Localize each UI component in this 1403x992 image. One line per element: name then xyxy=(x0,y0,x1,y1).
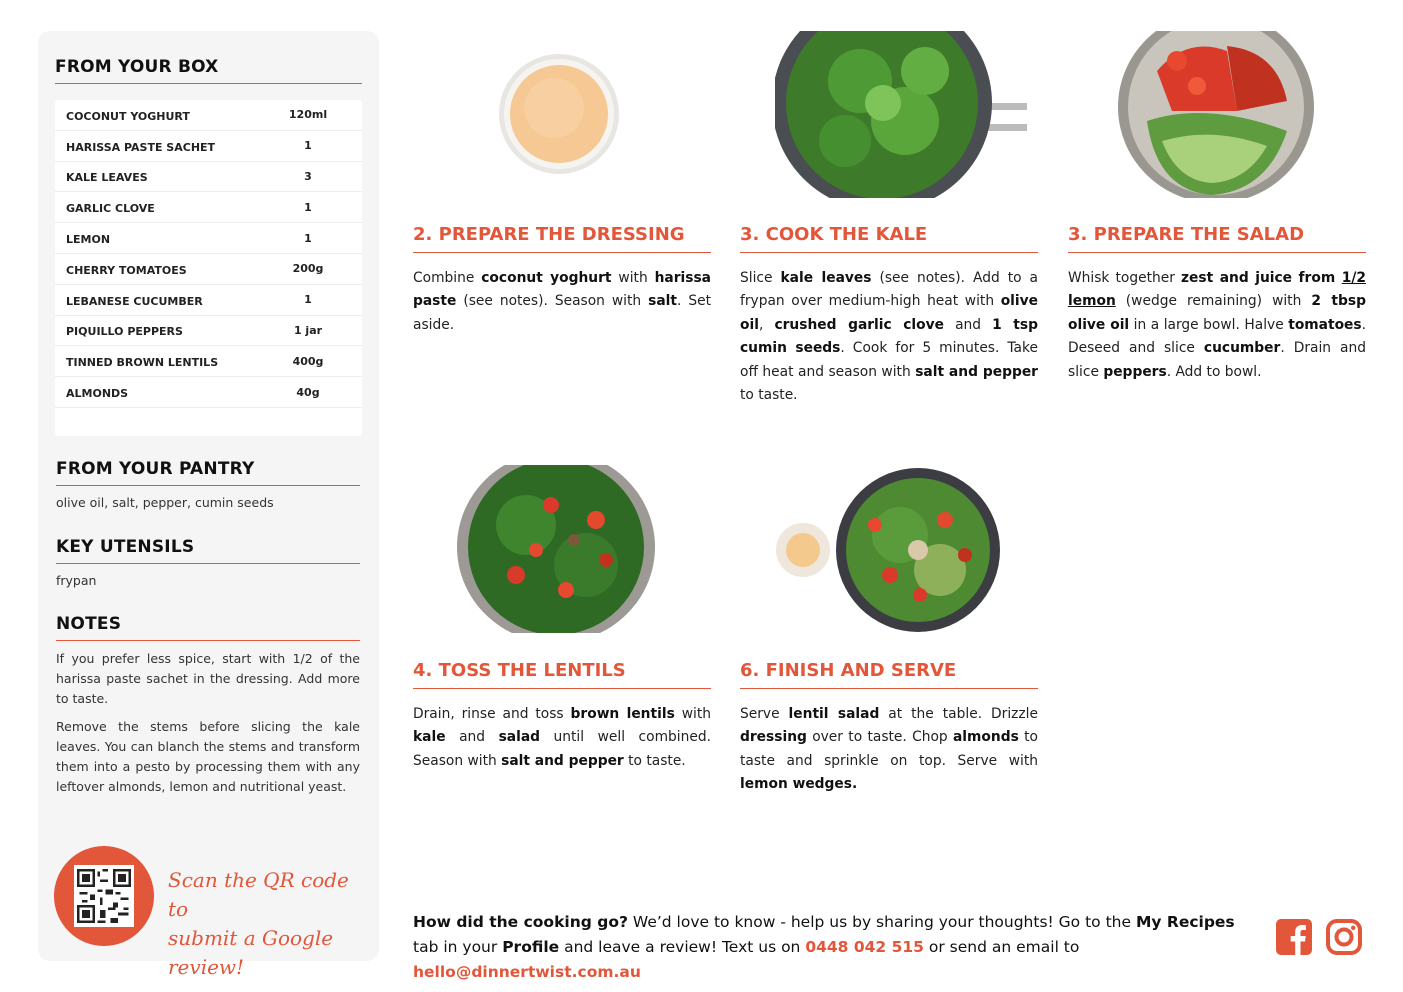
step-title: 4. TOSS THE LENTILS xyxy=(413,660,711,689)
text-segment: peppers xyxy=(1103,363,1167,380)
from-box-table xyxy=(55,100,362,436)
ingredient-name: HARISSA PASTE SACHET xyxy=(66,140,216,154)
text-segment: 1 tsp cumin seeds xyxy=(740,316,1038,357)
ingredient-name: LEBANESE CUCUMBER xyxy=(66,294,203,308)
text-segment: salt xyxy=(648,293,677,310)
text-segment: harissa paste xyxy=(413,270,711,310)
contact-highlight[interactable]: hello@dinnertwist.com.au xyxy=(413,963,641,981)
step-cook-kale xyxy=(740,224,1038,407)
ingredient-name: CHERRY TOMATOES xyxy=(66,263,187,277)
text-segment: Combine xyxy=(413,270,482,286)
qr-badge xyxy=(54,846,154,946)
qr-code-icon xyxy=(77,868,131,924)
ingredients-sidebar xyxy=(38,31,379,979)
text-segment: lentil salad xyxy=(788,706,880,722)
text-segment: until well combined. Season with xyxy=(413,729,711,769)
text-segment: salad xyxy=(498,729,541,746)
qr-caption-line: submit a Google review! xyxy=(168,926,334,979)
text-segment: lemon wedges. xyxy=(740,776,858,793)
text-segment: kale leaves xyxy=(780,270,872,286)
text-segment: . Drain and slice xyxy=(1068,340,1366,380)
text-segment: (see notes). Season with xyxy=(456,293,649,310)
contact-highlight[interactable]: 0448 042 515 xyxy=(805,938,924,956)
text-segment: over to taste. Chop xyxy=(806,729,953,746)
text-segment: Whisk together xyxy=(1068,270,1181,286)
text-segment: 2 tbsp olive oil xyxy=(1068,293,1366,333)
utensils-title: KEY UTENSILS xyxy=(56,537,360,564)
text-segment: How did the cooking go? xyxy=(413,913,628,931)
ingredient-qty: 120ml xyxy=(288,108,328,122)
pantry-text: olive oil, salt, pepper, cumin seeds xyxy=(56,495,274,510)
text-segment: olive oil xyxy=(740,293,1038,333)
review-footer xyxy=(413,910,1263,985)
text-segment: My Recipes xyxy=(1135,913,1235,931)
text-segment: tomatoes xyxy=(1288,316,1362,333)
step-title: 3. COOK THE KALE xyxy=(740,224,1038,253)
notes-title: NOTES xyxy=(56,614,360,641)
ingredient-qty: 1 xyxy=(304,200,312,214)
text-segment: in a large bowl. Halve xyxy=(1129,316,1289,333)
step-body xyxy=(413,703,711,773)
instagram-icon xyxy=(1326,919,1362,955)
text-segment: crushed garlic clove xyxy=(774,316,944,333)
text-segment: zest and juice from xyxy=(1181,270,1342,286)
text-segment: . Add to bowl. xyxy=(1166,363,1262,380)
qr-caption xyxy=(168,866,368,982)
step-title: 2. PREPARE THE DRESSING xyxy=(413,224,711,253)
note-paragraph: Remove the stems before slicing the kale leaves. You can blanch the stems and transform them into a pesto by processing them with any leftover almonds, lemon and nutritional yeast. xyxy=(56,719,360,794)
serve-photo xyxy=(770,465,1027,635)
text-segment: . Set aside. xyxy=(413,293,711,333)
ingredient-name: PIQUILLO PEPPERS xyxy=(66,325,183,339)
ingredient-row xyxy=(55,162,362,193)
instagram-link[interactable] xyxy=(1326,919,1362,955)
text-segment: 1/2 lemon xyxy=(1068,270,1366,310)
text-segment: dressing xyxy=(740,729,807,746)
ingredient-row xyxy=(55,192,362,223)
ingredient-row xyxy=(55,100,362,131)
text-segment: with xyxy=(674,706,711,722)
ingredient-row xyxy=(55,346,362,377)
text-segment: tab in your xyxy=(413,938,503,956)
text-segment: Profile xyxy=(502,938,560,956)
ingredient-qty: 3 xyxy=(304,169,312,183)
ingredient-qty: 1 jar xyxy=(293,323,323,337)
step-body xyxy=(413,267,711,337)
text-segment: and xyxy=(943,316,993,333)
step-body xyxy=(740,703,1038,797)
ingredient-row xyxy=(55,316,362,347)
step-body xyxy=(1068,267,1366,384)
ingredient-name: GARLIC CLOVE xyxy=(66,202,155,216)
ingredient-row xyxy=(55,223,362,254)
ingredient-row xyxy=(55,377,362,408)
text-segment: salt and pepper xyxy=(501,752,624,769)
ingredient-qty: 1 xyxy=(304,231,312,245)
text-segment: with xyxy=(611,270,655,286)
text-segment: Serve xyxy=(740,706,789,722)
text-segment: We’d love to know - help us by sharing your thoughts! Go to the xyxy=(627,913,1136,931)
text-segment: to taste and sprinkle on top. Serve with xyxy=(740,729,1038,769)
ingredient-row xyxy=(55,254,362,285)
text-segment: at the table. Drizzle xyxy=(879,706,1038,722)
facebook-link[interactable] xyxy=(1276,919,1312,955)
kale-photo xyxy=(775,31,1030,198)
text-segment: coconut yoghurt xyxy=(481,270,612,286)
step-prepare-dressing xyxy=(413,224,711,337)
ingredient-name: TINNED BROWN LENTILS xyxy=(66,356,219,370)
ingredient-name: LEMON xyxy=(66,233,111,247)
text-segment: , xyxy=(758,316,775,333)
text-segment: salt and pepper xyxy=(915,363,1038,380)
text-segment: . Cook for 5 minutes. Take off heat and season with xyxy=(740,340,1038,380)
text-segment: and leave a review! Text us on xyxy=(559,938,806,956)
qr-caption-line: Scan the QR code to xyxy=(168,868,349,921)
ingredient-qty: 1 xyxy=(304,293,312,307)
text-segment: (wedge remaining) with xyxy=(1115,293,1312,310)
step-body xyxy=(740,267,1038,407)
utensils-text: frypan xyxy=(56,573,97,588)
ingredient-row xyxy=(55,131,362,162)
text-segment: Drain, rinse and toss xyxy=(413,706,571,722)
step-prepare-salad xyxy=(1068,224,1366,384)
ingredient-name: ALMONDS xyxy=(66,387,129,401)
text-segment: to taste. xyxy=(740,387,798,404)
ingredient-row xyxy=(55,285,362,316)
ingredient-qty: 40g xyxy=(296,385,320,399)
from-box-title: FROM YOUR BOX xyxy=(55,57,362,84)
ingredient-name: COCONUT YOGHURT xyxy=(66,109,190,123)
ingredient-name: KALE LEAVES xyxy=(66,171,148,185)
note-paragraph: If you prefer less spice, start with 1/2 of the harissa paste sachet in the dressing. Add more to taste. xyxy=(56,651,360,706)
text-segment: to taste. xyxy=(623,752,686,769)
text-segment: (see notes). Add to a frypan over medium-high heat with xyxy=(740,270,1038,310)
qr-code[interactable] xyxy=(74,865,134,927)
text-segment: Slice xyxy=(740,270,781,286)
step-title: 6. FINISH AND SERVE xyxy=(740,660,1038,689)
salad-photo xyxy=(1117,31,1315,198)
ingredient-qty: 200g xyxy=(292,262,324,276)
text-segment: cucumber xyxy=(1203,340,1281,357)
text-segment: almonds xyxy=(953,729,1019,746)
text-segment: brown lentils xyxy=(570,706,675,722)
facebook-icon xyxy=(1276,919,1312,955)
text-segment: . Deseed and slice xyxy=(1068,316,1367,357)
pantry-title: FROM YOUR PANTRY xyxy=(56,459,360,486)
step-title: 3. PREPARE THE SALAD xyxy=(1068,224,1366,253)
text-segment: kale xyxy=(413,729,446,746)
lentils-photo xyxy=(456,465,656,633)
text-segment: or send an email to xyxy=(923,938,1080,956)
step-toss-lentils xyxy=(413,660,711,773)
ingredient-qty: 400g xyxy=(292,354,324,368)
step-finish-serve xyxy=(740,660,1038,797)
notes-text xyxy=(56,649,360,797)
ingredient-qty: 1 xyxy=(304,139,312,153)
dressing-photo xyxy=(496,52,622,176)
text-segment: and xyxy=(445,729,499,746)
